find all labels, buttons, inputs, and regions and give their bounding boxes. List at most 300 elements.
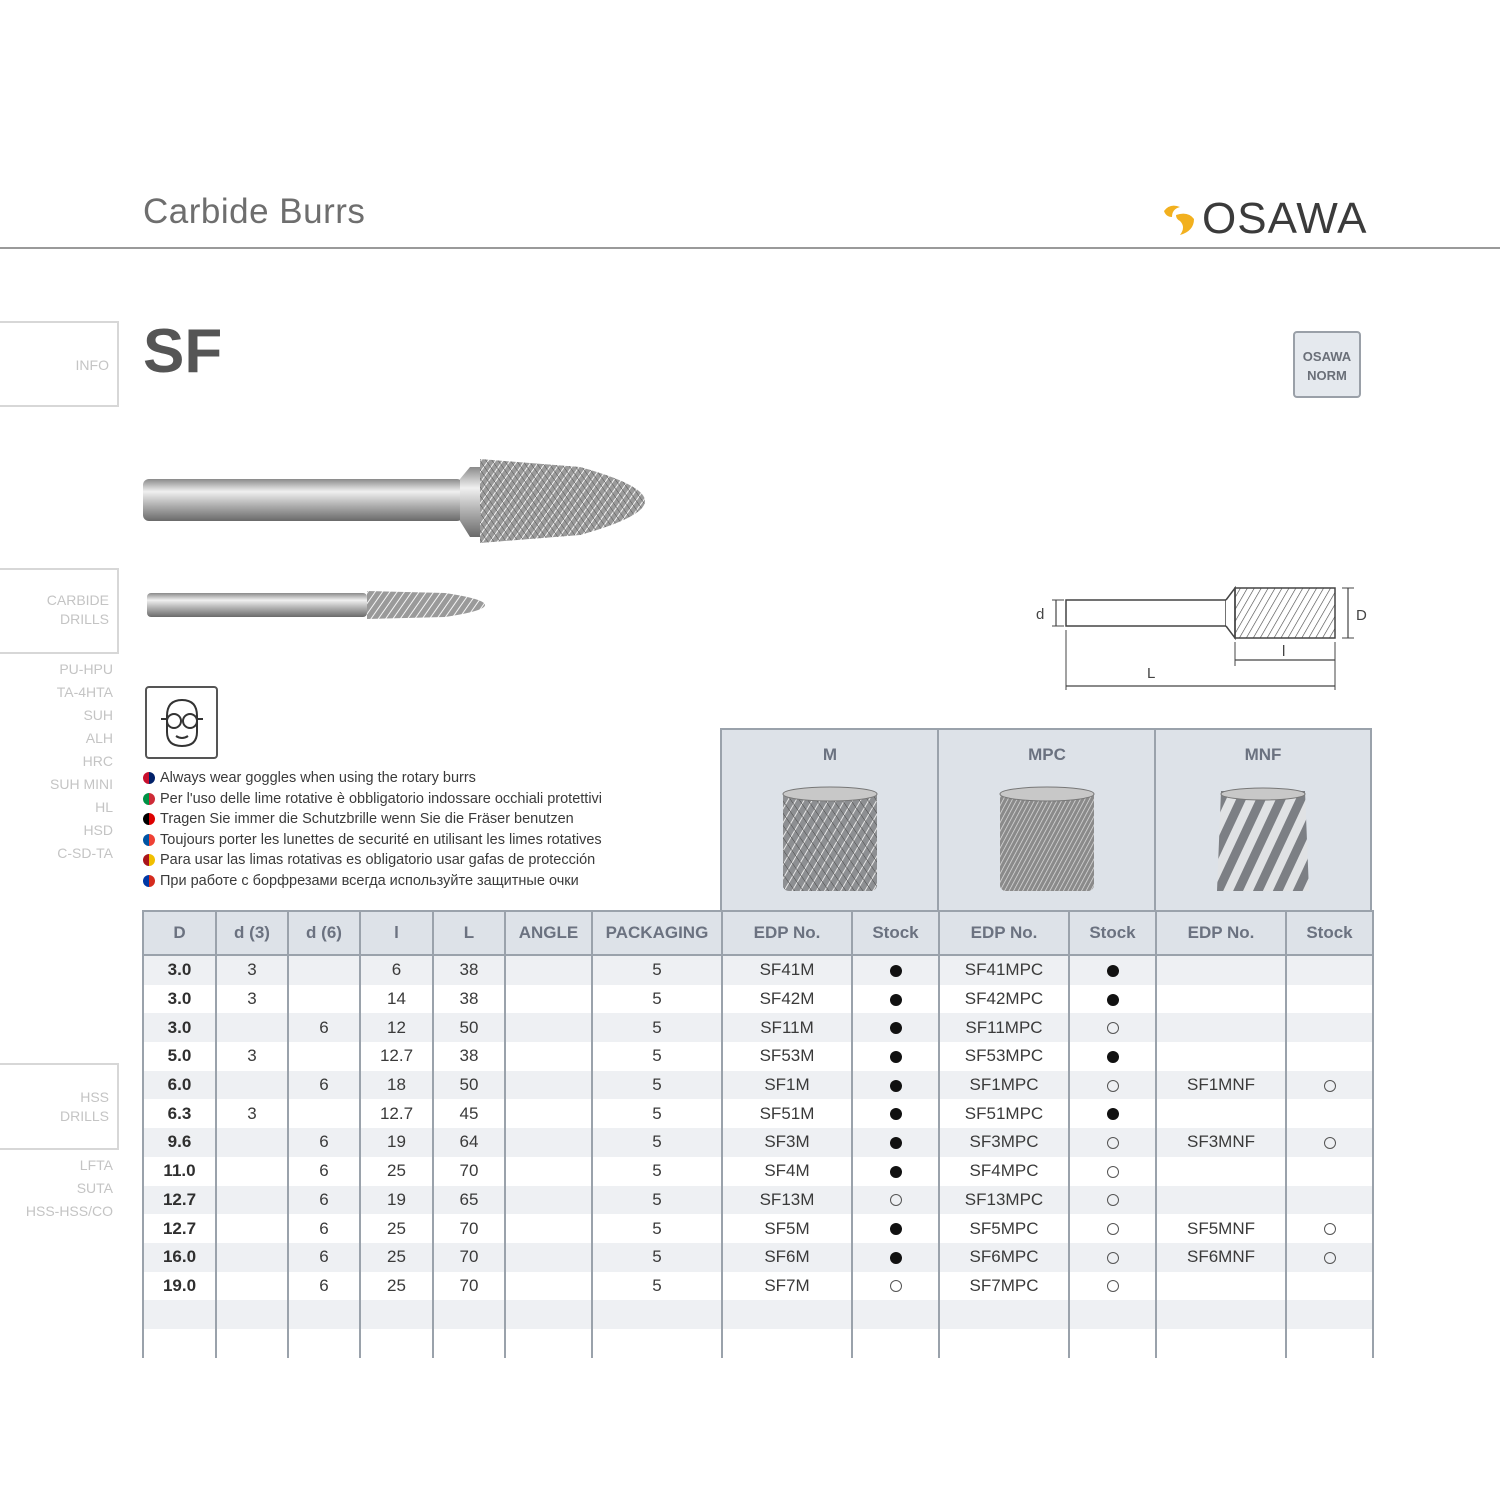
table-cell: 3: [216, 955, 288, 985]
warning-text: Tragen Sie immer die Schutzbrille wenn Sie die Fräser benutzen: [160, 811, 574, 827]
sidebar-tab-hss-drills[interactable]: [0, 1063, 119, 1150]
table-cell: 11.0: [143, 1157, 216, 1186]
table-cell: [1156, 1157, 1286, 1186]
table-cell: SF3MPC: [939, 1128, 1069, 1157]
sidebar-hss-list: [26, 1154, 113, 1223]
out-of-stock-dot-icon: [1324, 1223, 1336, 1235]
table-cell: [1156, 1329, 1286, 1358]
table-row: [143, 1013, 1373, 1042]
stock-cell: [1069, 1243, 1156, 1272]
stock-cell: [852, 985, 939, 1014]
table-cell: [216, 1214, 288, 1243]
column-header: EDP No.: [1156, 911, 1286, 955]
stock-cell: [1286, 1099, 1373, 1128]
stock-cell: [1286, 1157, 1373, 1186]
table-cell: [216, 1013, 288, 1042]
table-cell: 12.7: [360, 1099, 433, 1128]
table-cell: SF51MPC: [939, 1099, 1069, 1128]
column-header: PACKAGING: [592, 911, 722, 955]
table-cell: 45: [433, 1099, 505, 1128]
stock-cell: [852, 1329, 939, 1358]
table-cell: [505, 955, 592, 985]
warning-line-ru: [143, 871, 602, 892]
stock-cell: [852, 1300, 939, 1329]
osawa-norm-badge: [1293, 331, 1361, 398]
in-stock-dot-icon: [890, 1108, 902, 1120]
badge-line-2: NORM: [1307, 368, 1347, 383]
stock-cell: [1286, 1329, 1373, 1358]
table-cell: 70: [433, 1243, 505, 1272]
stock-cell: [1286, 1300, 1373, 1329]
table-cell: 19.0: [143, 1272, 216, 1301]
table-cell: [216, 1128, 288, 1157]
stock-cell: [1286, 955, 1373, 985]
in-stock-dot-icon: [890, 1137, 902, 1149]
stock-cell: [852, 1042, 939, 1071]
flag-en-icon: [143, 772, 155, 784]
sidebar-hss-label: HSS DRILLS: [59, 1089, 109, 1124]
stock-cell: [1069, 985, 1156, 1014]
table-cell: SF42MPC: [939, 985, 1069, 1014]
table-cell: [143, 1329, 216, 1358]
table-cell: [216, 1272, 288, 1301]
out-of-stock-dot-icon: [890, 1280, 902, 1292]
table-cell: SF4M: [722, 1157, 852, 1186]
column-header: Stock: [1069, 911, 1156, 955]
stock-cell: [1286, 1272, 1373, 1301]
table-cell: [433, 1300, 505, 1329]
table-cell: [216, 1329, 288, 1358]
table-cell: [505, 985, 592, 1014]
out-of-stock-dot-icon: [1107, 1137, 1119, 1149]
table-cell: 3: [216, 985, 288, 1014]
table-row: [143, 1272, 1373, 1301]
table-cell: SF53MPC: [939, 1042, 1069, 1071]
flag-de-icon: [143, 813, 155, 825]
diagram-label-l: l: [1282, 643, 1286, 660]
out-of-stock-dot-icon: [1107, 1166, 1119, 1178]
spec-table: [142, 910, 1374, 1358]
table-cell: 19: [360, 1128, 433, 1157]
cut-m-icon: [780, 785, 880, 895]
in-stock-dot-icon: [1107, 1108, 1119, 1120]
in-stock-dot-icon: [890, 1080, 902, 1092]
burr-photo-side: [145, 585, 490, 625]
flag-ru-icon: [143, 875, 155, 887]
table-cell: 14: [360, 985, 433, 1014]
table-cell: 12.7: [143, 1186, 216, 1215]
table-cell: SF6MPC: [939, 1243, 1069, 1272]
table-cell: 6: [288, 1186, 360, 1215]
table-cell: 3.0: [143, 955, 216, 985]
stock-cell: [852, 1099, 939, 1128]
table-cell: 25: [360, 1157, 433, 1186]
table-cell: 5.0: [143, 1042, 216, 1071]
table-cell: SF1MPC: [939, 1071, 1069, 1100]
stock-cell: [1069, 1128, 1156, 1157]
warning-text: Always wear goggles when using the rotary burrs: [160, 770, 476, 786]
sidebar-link[interactable]: C-SD-TA: [57, 845, 113, 861]
cut-type-label: MNF: [1244, 745, 1282, 764]
table-cell: SF42M: [722, 985, 852, 1014]
in-stock-dot-icon: [890, 1051, 902, 1063]
warning-line-en: [143, 768, 602, 789]
cut-type-mnf: [1154, 728, 1372, 910]
table-cell: [505, 1329, 592, 1358]
table-row: [143, 1099, 1373, 1128]
column-header: Stock: [1286, 911, 1373, 955]
table-cell: 3.0: [143, 985, 216, 1014]
table-cell: [939, 1329, 1069, 1358]
table-cell: 3: [216, 1099, 288, 1128]
table-row: [143, 1300, 1373, 1329]
diagram-label-L: L: [1147, 665, 1156, 682]
table-cell: 6: [288, 1013, 360, 1042]
sidebar-link[interactable]: HSD: [83, 822, 113, 838]
table-cell: SF7MPC: [939, 1272, 1069, 1301]
table-cell: 50: [433, 1071, 505, 1100]
stock-cell: [1286, 1071, 1373, 1100]
sidebar-link[interactable]: SUTA: [76, 1180, 113, 1196]
table-cell: [722, 1300, 852, 1329]
table-cell: 25: [360, 1214, 433, 1243]
out-of-stock-dot-icon: [1107, 1252, 1119, 1264]
cut-type-label: M: [822, 745, 838, 764]
table-cell: [505, 1099, 592, 1128]
stock-cell: [852, 1071, 939, 1100]
warning-text: Toujours porter les lunettes de securité en utilisant les limes rotatives: [160, 831, 602, 848]
table-cell: [1156, 1186, 1286, 1215]
table-cell: [1156, 1272, 1286, 1301]
table-cell: [216, 1243, 288, 1272]
warning-text: Per l'uso delle lime rotative è obbligatorio indossare occhiali protettivi: [160, 790, 603, 807]
table-cell: 70: [433, 1272, 505, 1301]
table-cell: 5: [592, 1243, 722, 1272]
stock-cell: [1069, 1214, 1156, 1243]
table-cell: 5: [592, 1272, 722, 1301]
table-cell: [360, 1329, 433, 1358]
table-cell: SF5MPC: [939, 1214, 1069, 1243]
stock-cell: [1069, 1099, 1156, 1128]
table-cell: 6.3: [143, 1099, 216, 1128]
stock-cell: [852, 1157, 939, 1186]
table-cell: [143, 1300, 216, 1329]
out-of-stock-dot-icon: [1107, 1080, 1119, 1092]
stock-cell: [1069, 1186, 1156, 1215]
table-cell: 6: [288, 1214, 360, 1243]
in-stock-dot-icon: [890, 994, 902, 1006]
table-cell: 64: [433, 1128, 505, 1157]
table-body: [143, 955, 1373, 1358]
warning-text: Para usar las limas rotativas es obligatorio usar gafas de protección: [160, 852, 596, 868]
table-row: [143, 955, 1373, 985]
column-header: EDP No.: [939, 911, 1069, 955]
table-cell: [216, 1300, 288, 1329]
table-cell: [1156, 1042, 1286, 1071]
table-cell: 12.7: [360, 1042, 433, 1071]
stock-cell: [1069, 1272, 1156, 1301]
table-cell: [288, 1099, 360, 1128]
in-stock-dot-icon: [890, 1252, 902, 1264]
table-cell: [1156, 1013, 1286, 1042]
table-row: [143, 1128, 1373, 1157]
table-cell: 9.6: [143, 1128, 216, 1157]
table-cell: 38: [433, 985, 505, 1014]
table-cell: 6: [288, 1243, 360, 1272]
cut-mnf-icon: [1213, 785, 1313, 895]
flag-fr-icon: [143, 834, 155, 846]
table-cell: SF5MNF: [1156, 1214, 1286, 1243]
cut-type-mpc: [937, 728, 1155, 910]
sidebar-tab-info[interactable]: [0, 321, 119, 407]
goggles-warning-icon: [145, 686, 218, 759]
table-row: [143, 1071, 1373, 1100]
warning-line-es: [143, 850, 602, 871]
table-cell: [288, 955, 360, 985]
column-header: D: [143, 911, 216, 955]
out-of-stock-dot-icon: [1107, 1223, 1119, 1235]
cut-mpc-icon: [997, 785, 1097, 895]
table-cell: 5: [592, 1186, 722, 1215]
table-cell: 12.7: [143, 1214, 216, 1243]
table-row: [143, 1157, 1373, 1186]
table-cell: [505, 1300, 592, 1329]
table-cell: 5: [592, 1214, 722, 1243]
stock-cell: [852, 1214, 939, 1243]
stock-cell: [852, 1186, 939, 1215]
table-cell: [1156, 1099, 1286, 1128]
cut-type-m: [720, 728, 938, 910]
table-cell: 5: [592, 1013, 722, 1042]
sidebar-link[interactable]: HRC: [82, 753, 113, 769]
table-cell: 25: [360, 1243, 433, 1272]
stock-cell: [852, 1128, 939, 1157]
table-cell: SF13MPC: [939, 1186, 1069, 1215]
table-row: [143, 1243, 1373, 1272]
out-of-stock-dot-icon: [1107, 1280, 1119, 1292]
table-cell: 5: [592, 985, 722, 1014]
table-cell: 50: [433, 1013, 505, 1042]
table-cell: SF3MNF: [1156, 1128, 1286, 1157]
column-header: l: [360, 911, 433, 955]
out-of-stock-dot-icon: [890, 1194, 902, 1206]
diagram-label-D: D: [1356, 607, 1367, 624]
table-cell: SF1M: [722, 1071, 852, 1100]
table-cell: [288, 985, 360, 1014]
stock-cell: [1069, 1157, 1156, 1186]
column-header: d (3): [216, 911, 288, 955]
brand-logo: [1160, 196, 1368, 242]
table-cell: 6: [360, 955, 433, 985]
stock-cell: [852, 1013, 939, 1042]
stock-cell: [1286, 1042, 1373, 1071]
table-cell: 3.0: [143, 1013, 216, 1042]
stock-cell: [1286, 1243, 1373, 1272]
table-cell: 18: [360, 1071, 433, 1100]
table-cell: [592, 1329, 722, 1358]
stock-cell: [1286, 1013, 1373, 1042]
column-header: Stock: [852, 911, 939, 955]
table-cell: 5: [592, 955, 722, 985]
stock-cell: [1286, 1186, 1373, 1215]
sidebar-link[interactable]: HL: [95, 799, 113, 815]
product-code: SF: [143, 317, 223, 386]
table-cell: [505, 1186, 592, 1215]
table-row: [143, 1329, 1373, 1358]
column-header: EDP No.: [722, 911, 852, 955]
table-cell: [1156, 1300, 1286, 1329]
sidebar-tab-carbide-drills[interactable]: [0, 568, 119, 654]
table-cell: [939, 1300, 1069, 1329]
table-cell: SF7M: [722, 1272, 852, 1301]
table-cell: 12: [360, 1013, 433, 1042]
safety-warnings: [143, 768, 602, 891]
sidebar-link[interactable]: SUH MINI: [50, 776, 113, 792]
in-stock-dot-icon: [890, 1022, 902, 1034]
burr-photo-large: [140, 455, 655, 550]
table-cell: [505, 1013, 592, 1042]
stock-cell: [852, 955, 939, 985]
warning-line-it: [143, 789, 602, 810]
table-cell: [505, 1042, 592, 1071]
stock-cell: [1286, 1214, 1373, 1243]
stock-cell: [1069, 1013, 1156, 1042]
header-divider: [0, 247, 1500, 249]
dimension-diagram: [1030, 580, 1375, 695]
table-cell: 16.0: [143, 1243, 216, 1272]
page-title: Carbide Burrs: [143, 192, 366, 231]
stock-cell: [1069, 955, 1156, 985]
in-stock-dot-icon: [890, 965, 902, 977]
table-cell: 5: [592, 1042, 722, 1071]
table-cell: 6: [288, 1157, 360, 1186]
table-cell: 19: [360, 1186, 433, 1215]
table-cell: 5: [592, 1071, 722, 1100]
in-stock-dot-icon: [1107, 994, 1119, 1006]
table-cell: SF5M: [722, 1214, 852, 1243]
table-cell: [433, 1329, 505, 1358]
table-cell: SF4MPC: [939, 1157, 1069, 1186]
column-header: L: [433, 911, 505, 955]
table-cell: 25: [360, 1272, 433, 1301]
table-cell: [216, 1157, 288, 1186]
table-row: [143, 1186, 1373, 1215]
column-header: d (6): [288, 911, 360, 955]
table-cell: [1156, 985, 1286, 1014]
stock-cell: [1069, 1300, 1156, 1329]
table-row: [143, 1042, 1373, 1071]
table-cell: SF13M: [722, 1186, 852, 1215]
table-cell: 70: [433, 1157, 505, 1186]
table-cell: [722, 1329, 852, 1358]
sidebar-carbide-label: CARBIDE DRILLS: [46, 592, 109, 627]
table-cell: SF3M: [722, 1128, 852, 1157]
warning-line-de: [143, 809, 602, 830]
table-cell: 5: [592, 1128, 722, 1157]
table-cell: [505, 1243, 592, 1272]
table-cell: [216, 1071, 288, 1100]
table-cell: 6: [288, 1272, 360, 1301]
sidebar-link[interactable]: ALH: [85, 730, 113, 746]
sidebar-info-label: INFO: [75, 357, 109, 373]
sidebar-link[interactable]: SUH: [83, 707, 113, 723]
stock-cell: [1069, 1329, 1156, 1358]
table-cell: [592, 1300, 722, 1329]
table-cell: SF11MPC: [939, 1013, 1069, 1042]
table-header-row: [143, 911, 1373, 955]
in-stock-dot-icon: [890, 1223, 902, 1235]
table-cell: [505, 1071, 592, 1100]
table-cell: [216, 1186, 288, 1215]
sidebar-carbide-list: [50, 658, 113, 865]
badge-line-1: OSAWA: [1302, 349, 1352, 364]
table-cell: [505, 1272, 592, 1301]
stock-cell: [1286, 985, 1373, 1014]
table-cell: SF51M: [722, 1099, 852, 1128]
stock-cell: [1069, 1042, 1156, 1071]
table-cell: SF53M: [722, 1042, 852, 1071]
sidebar-link[interactable]: LFTA: [79, 1157, 113, 1173]
table-cell: 3: [216, 1042, 288, 1071]
table-cell: 70: [433, 1214, 505, 1243]
warning-text: При работе с борфрезами всегда используйте защитные очки: [160, 872, 579, 889]
stock-cell: [1069, 1071, 1156, 1100]
table-row: [143, 1214, 1373, 1243]
table-cell: SF11M: [722, 1013, 852, 1042]
brand-name: OSAWA: [1202, 194, 1368, 243]
flag-it-icon: [143, 793, 155, 805]
table-row: [143, 985, 1373, 1014]
out-of-stock-dot-icon: [1324, 1252, 1336, 1264]
in-stock-dot-icon: [1107, 965, 1119, 977]
flag-es-icon: [143, 854, 155, 866]
table-cell: 65: [433, 1186, 505, 1215]
table-cell: [288, 1042, 360, 1071]
table-cell: SF41M: [722, 955, 852, 985]
table-cell: 38: [433, 1042, 505, 1071]
column-header: ANGLE: [505, 911, 592, 955]
warning-line-fr: [143, 830, 602, 851]
stock-cell: [852, 1272, 939, 1301]
table-cell: 6: [288, 1128, 360, 1157]
table-cell: [288, 1300, 360, 1329]
table-cell: SF1MNF: [1156, 1071, 1286, 1100]
in-stock-dot-icon: [890, 1166, 902, 1178]
table-cell: [1156, 955, 1286, 985]
sidebar-link[interactable]: HSS-HSS/CO: [25, 1203, 113, 1219]
table-cell: SF41MPC: [939, 955, 1069, 985]
table-cell: [505, 1128, 592, 1157]
table-cell: 6: [288, 1071, 360, 1100]
table-cell: SF6M: [722, 1243, 852, 1272]
out-of-stock-dot-icon: [1324, 1137, 1336, 1149]
out-of-stock-dot-icon: [1324, 1080, 1336, 1092]
sidebar-link[interactable]: PU-HPU: [59, 661, 113, 677]
out-of-stock-dot-icon: [1107, 1022, 1119, 1034]
osawa-logo-icon: [1160, 201, 1198, 237]
table-cell: [505, 1157, 592, 1186]
sidebar-link[interactable]: TA-4HTA: [56, 684, 113, 700]
table-cell: [505, 1214, 592, 1243]
cut-type-label: MPC: [1028, 745, 1066, 764]
table-cell: 5: [592, 1099, 722, 1128]
table-cell: 5: [592, 1157, 722, 1186]
diagram-label-d: d: [1036, 606, 1045, 623]
in-stock-dot-icon: [1107, 1051, 1119, 1063]
table-cell: SF6MNF: [1156, 1243, 1286, 1272]
table-cell: [288, 1329, 360, 1358]
stock-cell: [1286, 1128, 1373, 1157]
